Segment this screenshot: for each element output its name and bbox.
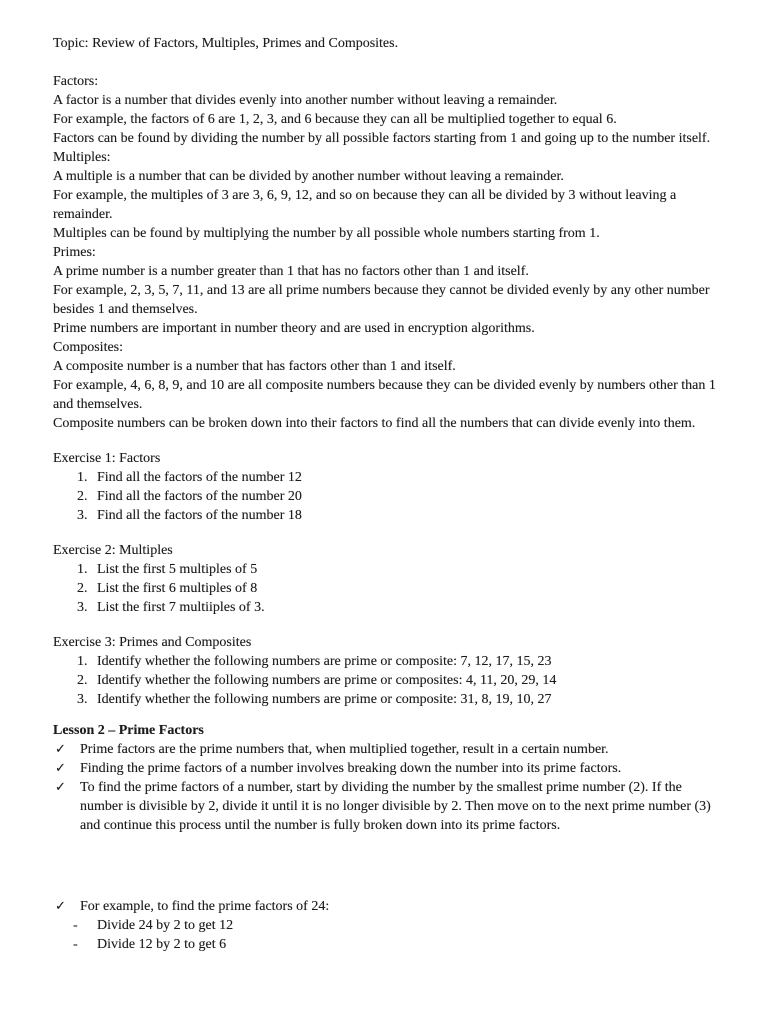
exercise-item: [53, 506, 718, 525]
item-text: Find all the factors of the number 18: [97, 508, 302, 523]
item-number: 2.: [77, 581, 88, 596]
checkmark-icon: ✓: [55, 761, 66, 776]
primes-paragraph: For example, 2, 3, 5, 7, 11, and 13 are all prime numbers because they cannot be divided evenly by any other number besides 1 and themselves.: [53, 283, 710, 317]
exercise-3: [53, 633, 718, 709]
item-text: List the first 6 multiples of 8: [97, 581, 258, 596]
primes-paragraph: Prime numbers are important in number theory and are used in encryption algorithms.: [53, 321, 535, 336]
factors-heading: Factors:: [53, 74, 99, 89]
bullet-text: Finding the prime factors of a number involves breaking down the number into its prime factors.: [80, 761, 622, 776]
factors-paragraph: For example, the factors of 6 are 1, 2, 3, and 6 because they can all be multiplied together to equal 6.: [53, 112, 617, 127]
exercise-item: [53, 468, 718, 487]
exercise-item: [53, 671, 718, 690]
factors-paragraph: A factor is a number that divides evenly into another number without leaving a remainder.: [53, 93, 558, 108]
checkmark-icon: ✓: [55, 780, 66, 795]
item-number: 3.: [77, 600, 88, 615]
item-text: Find all the factors of the number 12: [97, 470, 302, 485]
item-number: 2.: [77, 673, 88, 688]
item-text: Identify whether the following numbers are prime or composites: 4, 11, 20, 29, 14: [97, 673, 557, 688]
composites-heading: Composites:: [53, 340, 124, 355]
item-text: Identify whether the following numbers are prime or composite: 31, 8, 19, 10, 27: [97, 692, 552, 707]
lesson-bullet: [53, 778, 718, 835]
item-text: List the first 7 multiiples of 3.: [97, 600, 265, 615]
bullet-text: Prime factors are the prime numbers that, when multiplied together, result in a certain number.: [80, 742, 609, 757]
section-primes: [53, 243, 718, 338]
multiples-paragraph: A multiple is a number that can be divided by another number without leaving a remainder.: [53, 169, 564, 184]
exercise-item: [53, 579, 718, 598]
checkmark-icon: ✓: [55, 742, 66, 757]
step-text: Divide 12 by 2 to get 6: [97, 937, 227, 952]
item-text: Identify whether the following numbers are prime or composite: 7, 12, 17, 15, 23: [97, 654, 552, 669]
primes-paragraph: A prime number is a number greater than 1 that has no factors other than 1 and itself.: [53, 264, 529, 279]
example-step: [53, 935, 718, 954]
item-text: List the first 5 multiples of 5: [97, 562, 258, 577]
multiples-paragraph: Multiples can be found by multiplying the number by all possible whole numbers starting from 1.: [53, 226, 600, 241]
bullet-text: To find the prime factors of a number, start by dividing the number by the smallest prime number (2). If the number is divisible by 2, divide it until it is no longer divisible by 2. Then move on to the next prime number (3) and continue this process until the number is fully broken down into its prime factors.: [80, 780, 711, 833]
item-number: 1.: [77, 654, 88, 669]
example-intro-text: For example, to find the prime factors of 24:: [80, 899, 330, 914]
exercise-item: [53, 560, 718, 579]
item-number: 1.: [77, 562, 88, 577]
composites-paragraph: A composite number is a number that has factors other than 1 and itself.: [53, 359, 456, 374]
item-number: 2.: [77, 489, 88, 504]
lesson-2-section: [53, 721, 718, 954]
composites-paragraph: Composite numbers can be broken down into their factors to find all the numbers that can divide evenly into them.: [53, 416, 696, 431]
example-step: [53, 916, 718, 935]
lesson-heading: Lesson 2 – Prime Factors: [53, 723, 204, 738]
lesson-bullet: [53, 740, 718, 759]
exercise-item: [53, 690, 718, 709]
item-number: 1.: [77, 470, 88, 485]
exercise-3-title: Exercise 3: Primes and Composites: [53, 635, 252, 650]
primes-heading: Primes:: [53, 245, 96, 260]
dash-bullet-icon: -: [73, 937, 78, 952]
exercise-1-title: Exercise 1: Factors: [53, 451, 161, 466]
item-number: 3.: [77, 508, 88, 523]
topic-title: Topic: Review of Factors, Multiples, Primes and Composites.: [53, 36, 399, 51]
factors-paragraph: Factors can be found by dividing the number by all possible factors starting from 1 and going up to the number itself.: [53, 131, 711, 146]
exercise-1: [53, 449, 718, 525]
exercise-item: [53, 652, 718, 671]
dash-bullet-icon: -: [73, 918, 78, 933]
section-multiples: [53, 148, 718, 243]
example-bullet: [53, 897, 718, 916]
exercise-item: [53, 598, 718, 617]
exercise-2-title: Exercise 2: Multiples: [53, 543, 173, 558]
item-text: Find all the factors of the number 20: [97, 489, 302, 504]
multiples-heading: Multiples:: [53, 150, 111, 165]
multiples-paragraph: For example, the multiples of 3 are 3, 6, 9, 12, and so on because they can all be divided by 3 without leaving a remainder.: [53, 188, 677, 222]
section-factors: [53, 72, 718, 148]
checkmark-icon: ✓: [55, 899, 66, 914]
item-number: 3.: [77, 692, 88, 707]
step-text: Divide 24 by 2 to get 12: [97, 918, 234, 933]
exercise-item: [53, 487, 718, 506]
lesson-bullet: [53, 759, 718, 778]
composites-paragraph: For example, 4, 6, 8, 9, and 10 are all composite numbers because they can be divided evenly by numbers other than 1 and themselves.: [53, 378, 716, 412]
exercise-2: [53, 541, 718, 617]
section-composites: [53, 338, 718, 433]
